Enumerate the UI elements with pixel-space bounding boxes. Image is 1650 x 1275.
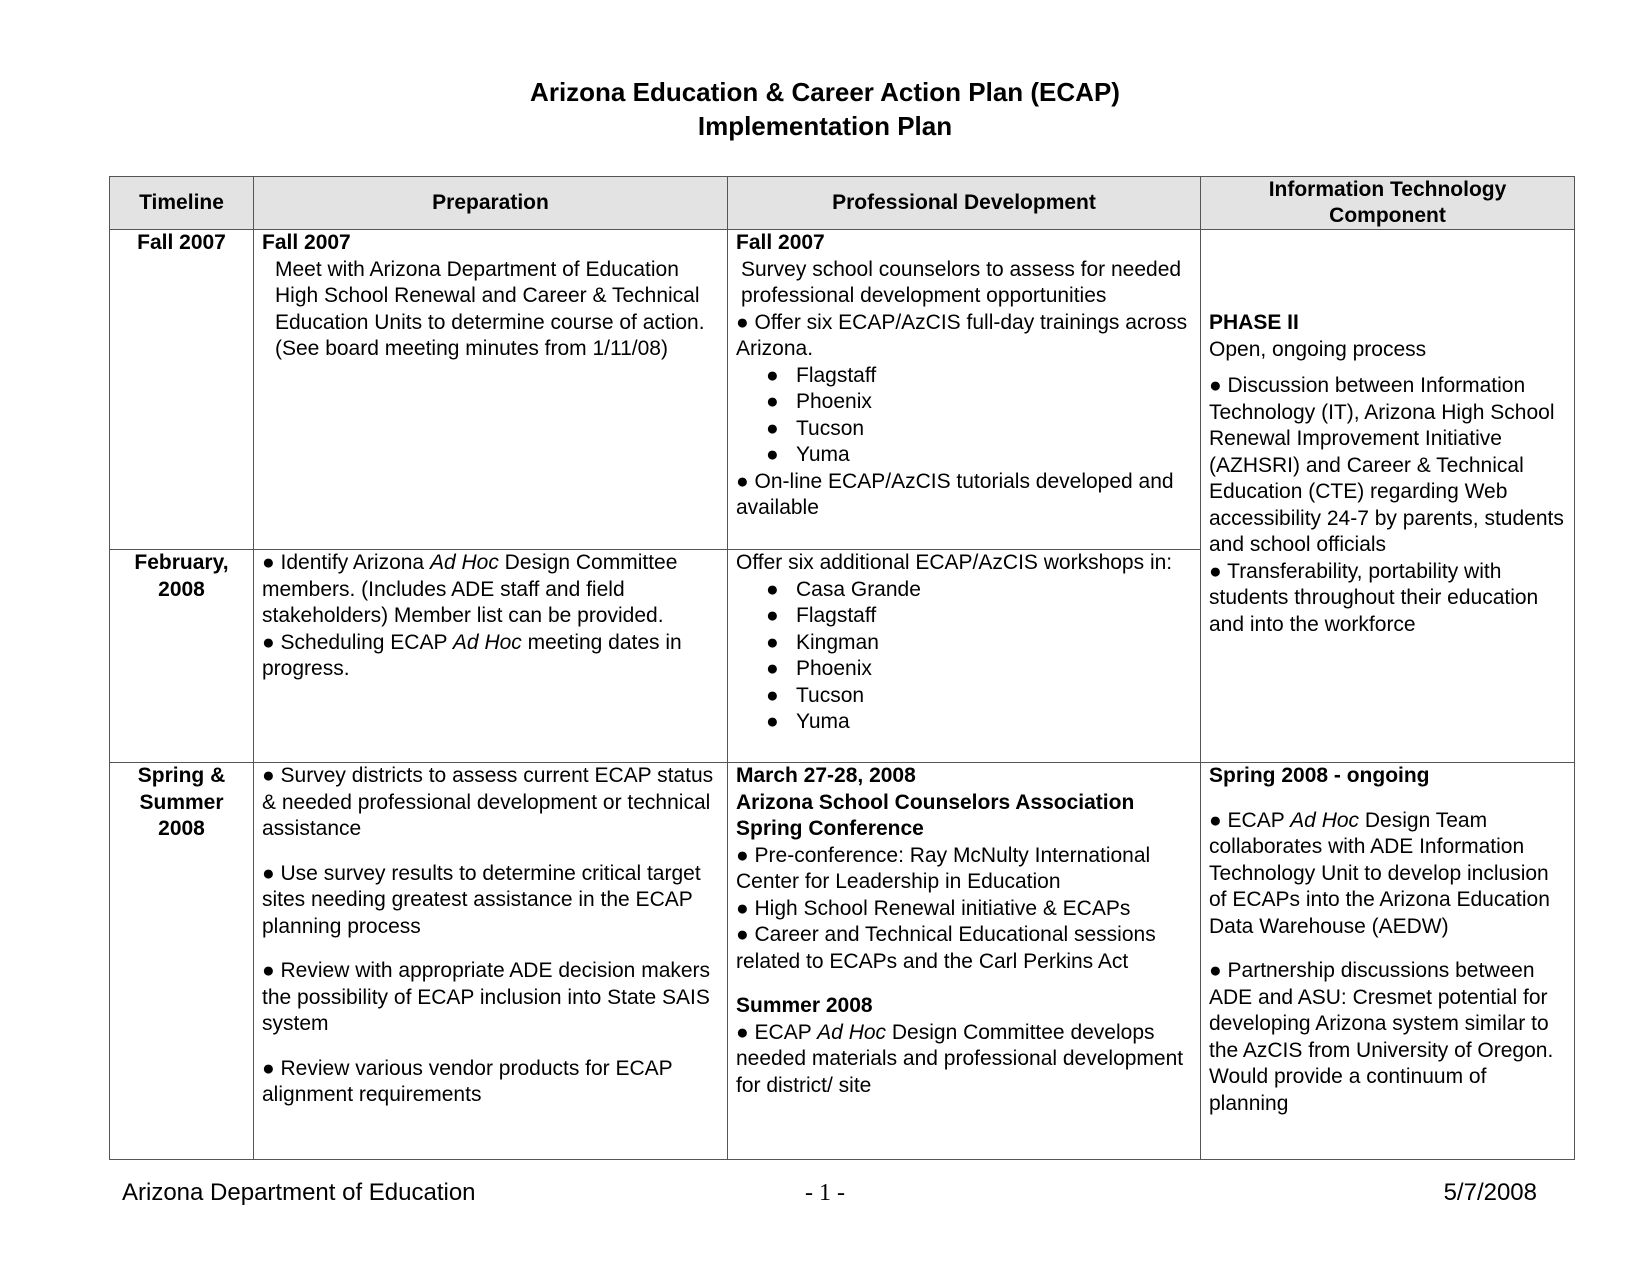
table-row-fall-2007	[110, 230, 1575, 550]
list-item: ● Yuma	[766, 710, 850, 733]
footer-date: 5/7/2008	[1443, 1179, 1537, 1206]
timeline-february-2008: February, 2008	[110, 550, 254, 763]
pd-summer-heading: Summer 2008	[736, 994, 873, 1017]
pd-heading: Fall 2007	[736, 231, 825, 254]
pd-city-list	[736, 363, 1192, 469]
list-item: ● Yuma	[766, 443, 850, 466]
it-bullet-1: ● ECAP Ad Hoc Design Team collaborates with ADE Information Technology Unit to develop inclusion of ECAPs into the Arizona Education Data Warehouse (AEDW)	[1209, 808, 1550, 938]
table-row-spring-summer-2008	[110, 763, 1575, 1160]
prep-text: Meet with Arizona Department of Education High School Renewal and Career & Technical Education Units to determine course of action. (See board meeting minutes from 1/11/08)	[275, 257, 705, 360]
list-item: ● Phoenix	[766, 390, 872, 413]
list-item: ● Flagstaff	[766, 363, 877, 387]
footer-page-number: - 1 -	[805, 1180, 845, 1206]
list-item: ● Casa Grande	[766, 577, 921, 601]
footer-organization: Arizona Department of Education	[122, 1179, 476, 1206]
pd-conference-name: Arizona School Counselors Association Spring Conference	[736, 790, 1135, 840]
list-item: ● Kingman	[766, 630, 879, 654]
header-timeline: Timeline	[110, 177, 254, 230]
pd-text-1: Survey school counselors to assess for needed professional development opportunities	[741, 257, 1182, 307]
list-item: ● Flagstaff	[766, 604, 877, 627]
document-title	[0, 75, 1650, 143]
prep-bullet: ● Review various vendor products for ECAP alignment requirements	[262, 1056, 673, 1106]
pd-text-2: ● Offer six ECAP/AzCIS full-day trainings across Arizona.	[736, 310, 1188, 360]
it-bullet-1: ● Discussion between Information Technology (IT), Arizona High School Renewal Improvement Initiative (AZHSRI) and Career & Technical Education (CTE) regarding Web accessibility 24-7 by parents, students and school officials	[1209, 374, 1564, 556]
prep-bullet: ● Review with appropriate ADE decision makers the possibility of ECAP inclusion into State SAIS system	[262, 959, 711, 1035]
pd-city-list	[736, 577, 1192, 736]
prep-heading: Fall 2007	[262, 231, 351, 254]
pd-fall-2007	[728, 230, 1201, 550]
it-bullet-2: ● Transferability, portability with students throughout their education and into the workforce	[1209, 559, 1539, 636]
it-phase-sub: Open, ongoing process	[1209, 337, 1427, 361]
pd-bullet: ● Career and Technical Educational sessions related to ECAPs and the Carl Perkins Act	[736, 923, 1156, 973]
prep-february-2008	[254, 550, 728, 763]
pd-bullet: ● High School Renewal initiative & ECAPs	[736, 896, 1131, 920]
pd-bullet: ● Pre-conference: Ray McNulty International Center for Leadership in Education	[736, 843, 1151, 893]
list-item: ● Tucson	[766, 416, 865, 440]
it-bullet-2: ● Partnership discussions between ADE and ASU: Cresmet potential for developing Arizona system similar to the AzCIS from University of Oregon. Would provide a continuum of planning	[1209, 959, 1554, 1115]
title-line-2: Implementation Plan	[697, 111, 953, 141]
pd-conference-date: March 27-28, 2008	[736, 764, 916, 787]
prep-fall-2007	[254, 230, 728, 550]
prep-bullet-2: ● Scheduling ECAP Ad Hoc meeting dates in progress.	[262, 630, 682, 680]
prep-spring-summer-2008	[254, 763, 728, 1160]
pd-text-3: ● On-line ECAP/AzCIS tutorials developed and available	[736, 469, 1174, 519]
prep-bullet-1: ● Identify Arizona Ad Hoc Design Committee members. (Includes ADE staff and field stakeholders) Member list can be provided.	[262, 551, 678, 627]
list-item: ● Phoenix	[766, 657, 872, 680]
pd-february-2008	[728, 550, 1201, 763]
it-spring-summer-2008	[1201, 763, 1575, 1160]
prep-bullet: ● Use survey results to determine critical target sites needing greatest assistance in the ECAP planning process	[262, 861, 701, 938]
prep-bullet: ● Survey districts to assess current ECAP status & needed professional development or technical assistance	[262, 764, 714, 840]
timeline-spring-summer-2008: Spring & Summer 2008	[110, 763, 254, 1160]
title-line-1: Arizona Education & Career Action Plan (ECAP)	[530, 77, 1120, 107]
header-professional-development: Professional Development	[728, 177, 1201, 230]
header-it-component: Information Technology Component	[1201, 177, 1575, 230]
it-heading: Spring 2008 - ongoing	[1209, 764, 1430, 787]
table-header-row	[110, 177, 1575, 230]
pd-spring-summer-2008	[728, 763, 1201, 1160]
list-item: ● Tucson	[766, 683, 865, 707]
pd-summer-bullet: ● ECAP Ad Hoc Design Committee develops needed materials and professional development for district/ site	[736, 1020, 1184, 1097]
timeline-fall-2007: Fall 2007	[110, 230, 254, 550]
pd-text: Offer six additional ECAP/AzCIS workshops in:	[736, 551, 1173, 574]
implementation-table	[109, 176, 1575, 1160]
it-phase-2	[1201, 230, 1575, 763]
header-preparation: Preparation	[254, 177, 728, 230]
it-phase-heading: PHASE II	[1209, 311, 1299, 334]
